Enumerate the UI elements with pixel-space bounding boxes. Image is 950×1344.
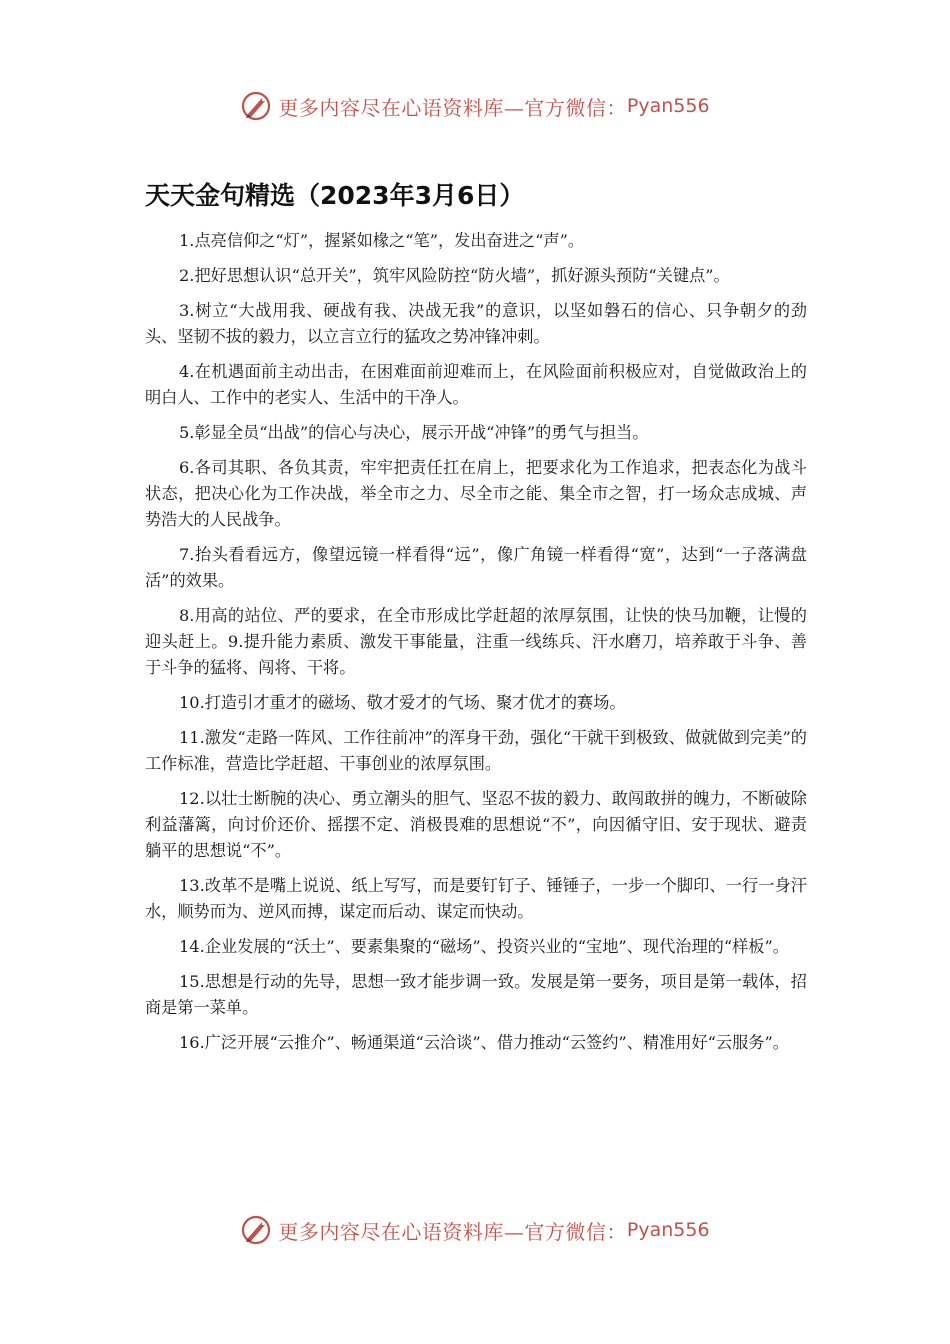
- pen-logo-icon: [240, 1214, 272, 1246]
- quote-item: 8.用高的站位、严的要求，在全市形成比学赶超的浓厚氛围，让快的快马加鞭，让慢的迎头赶上。9.提升能力素质、激发干事能量，注重一线练兵、汗水磨刀，培养敢于斗争、善于斗争的猛将、闯将、干将。: [145, 606, 807, 677]
- quote-list: [145, 228, 807, 1065]
- banner-wechat-id: Pyan556: [626, 95, 710, 117]
- header-watermark-banner: [0, 84, 950, 128]
- quote-item: 7.抬头看看远方，像望远镜一样看得“远”，像广角镜一样看得“宽”，达到“一子落满盘活”的效果。: [145, 545, 807, 590]
- quote-item: 4.在机遇面前主动出击，在困难面前迎难而上，在风险面前积极应对，自觉做政治上的明白人、工作中的老实人、生活中的干净人。: [145, 362, 807, 407]
- quote-item: 14.企业发展的“沃土”、要素集聚的“磁场”、投资兴业的“宝地”、现代治理的“样板”。: [179, 937, 789, 956]
- quote-item: 2.把好思想认识“总开关”，筑牢风险防控“防火墙”，抓好源头预防“关键点”。: [179, 266, 730, 285]
- quote-item: 13.改革不是嘴上说说、纸上写写，而是要钉钉子、锤锤子，一步一个脚印、一行一身汗水，顺势而为、逆风而搏，谋定而后动、谋定而快动。: [145, 876, 807, 921]
- quote-item: 16.广泛开展“云推介”、畅通渠道“云洽谈”、借力推动“云签约”、精准用好“云服务”。: [179, 1033, 789, 1052]
- pen-logo-icon: [240, 90, 272, 122]
- page-title: 天天金句精选（2023年3月6日）: [145, 181, 525, 210]
- banner-text: 更多内容尽在心语资料库—官方微信：: [278, 1219, 627, 1244]
- quote-item: 3.树立“大战用我、硬战有我、决战无我”的意识，以坚如磐石的信心、只争朝夕的劲头、坚韧不拔的毅力，以立言立行的猛攻之势冲锋冲刺。: [145, 301, 807, 346]
- quote-item: 5.彰显全员“出战”的信心与决心，展示开战“冲锋”的勇气与担当。: [179, 423, 649, 442]
- banner-wechat-id: Pyan556: [626, 1219, 710, 1241]
- footer-watermark-banner: [0, 1208, 950, 1252]
- quote-item: 11.激发“走路一阵风、工作往前冲”的浑身干劲，强化“干就干到极致、做就做到完美”的工作标准，营造比学赶超、干事创业的浓厚氛围。: [145, 728, 807, 773]
- quote-item: 6.各司其职、各负其责，牢牢把责任扛在肩上，把要求化为工作追求，把表态化为战斗状态，把决心化为工作决战，举全市之力、尽全市之能、集全市之智，打一场众志成城、声势浩大的人民战争。: [145, 458, 807, 529]
- banner-text: 更多内容尽在心语资料库—官方微信：: [278, 95, 627, 120]
- quote-item: 15.思想是行动的先导，思想一致才能步调一致。发展是第一要务，项目是第一载体，招商是第一菜单。: [145, 972, 807, 1017]
- quote-item: 1.点亮信仰之“灯”，握紧如椽之“笔”，发出奋进之“声”。: [179, 231, 585, 250]
- quote-item: 12.以壮士断腕的决心、勇立潮头的胆气、坚忍不拔的毅力、敢闯敢拼的魄力，不断破除利益藩篱，向讨价还价、摇摆不定、消极畏难的思想说“不”，向因循守旧、安于现状、避责躺平的思想说“不”。: [145, 789, 807, 860]
- quote-item: 10.打造引才重才的磁场、敬才爱才的气场、聚才优才的赛场。: [179, 693, 626, 712]
